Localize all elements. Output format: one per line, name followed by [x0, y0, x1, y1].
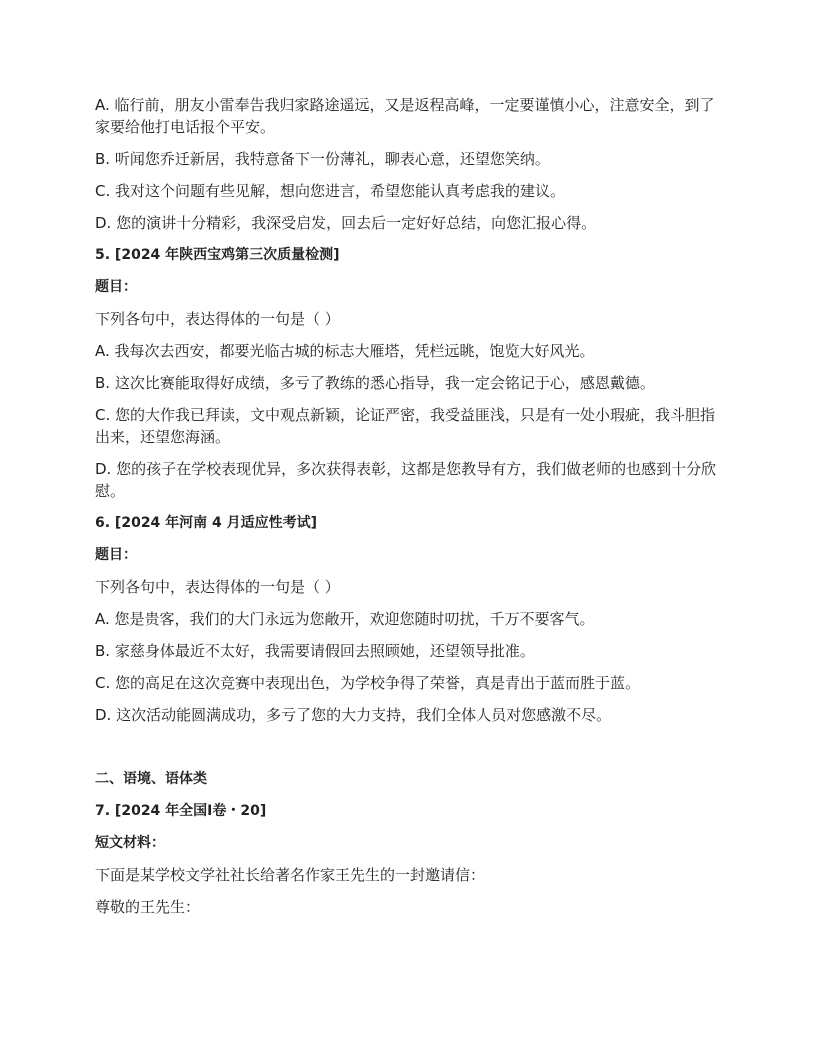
option-c: C. 我对这个问题有些见解，想向您进言，希望您能认真考虑我的建议。 — [95, 182, 566, 200]
question-6-heading: 6. [2024 年河南 4 月适应性考试] — [95, 515, 318, 531]
document-page — [95, 94, 720, 928]
question-6-option-b: B. 家慈身体最近不太好，我需要请假回去照顾她，还望领导批准。 — [95, 642, 535, 660]
question-6-option-a: A. 您是贵客，我们的大门永远为您敞开，欢迎您随时叨扰，千万不要客气。 — [95, 610, 595, 628]
option-b: B. 听闻您乔迁新居，我特意备下一份薄礼，聊表心意，还望您笑纳。 — [95, 150, 550, 168]
question-7-label: 短文材料： — [95, 835, 165, 851]
question-6-label: 题目： — [95, 547, 137, 563]
option-a: A. 临行前，朋友小雷奉告我归家路途遥远，又是返程高峰，一定要谨慎小心，注意安全，到了家要给他打电话报个平安。 — [95, 96, 715, 136]
question-7-intro: 下面是某学校文学社社长给著名作家王先生的一封邀请信： — [95, 866, 486, 884]
question-5-heading: 5. [2024 年陕西宝鸡第三次质量检测] — [95, 247, 340, 263]
question-6-stem: 下列各句中，表达得体的一句是（ ） — [95, 578, 340, 596]
section-heading: 二、语境、语体类 — [95, 771, 207, 787]
question-5-option-b: B. 这次比赛能取得好成绩，多亏了教练的悉心指导，我一定会铭记于心，感恩戴德。 — [95, 374, 655, 392]
question-5-option-d: D. 您的孩子在学校表现优异，多次获得表彰，这都是您教导有方，我们做老师的也感到十分欣慰。 — [95, 460, 717, 500]
question-5-label: 题目： — [95, 279, 137, 295]
question-7-salutation: 尊敬的王先生： — [95, 898, 201, 916]
question-5-option-a: A. 我每次去西安，都要光临古城的标志大雁塔，凭栏远眺，饱览大好风光。 — [95, 342, 595, 360]
question-5-stem: 下列各句中，表达得体的一句是（ ） — [95, 310, 340, 328]
question-7-heading: 7. [2024 年全国Ⅰ卷・20] — [95, 803, 267, 819]
option-d: D. 您的演讲十分精彩，我深受启发，回去后一定好好总结，向您汇报心得。 — [95, 214, 597, 232]
question-5-option-c: C. 您的大作我已拜读，文中观点新颖，论证严密，我受益匪浅，只是有一处小瑕疵，我斗胆指出来，还望您海涵。 — [95, 406, 716, 446]
question-6-option-c: C. 您的高足在这次竞赛中表现出色，为学校争得了荣誉，真是青出于蓝而胜于蓝。 — [95, 674, 641, 692]
question-6-option-d: D. 这次活动能圆满成功，多亏了您的大力支持，我们全体人员对您感激不尽。 — [95, 706, 612, 724]
